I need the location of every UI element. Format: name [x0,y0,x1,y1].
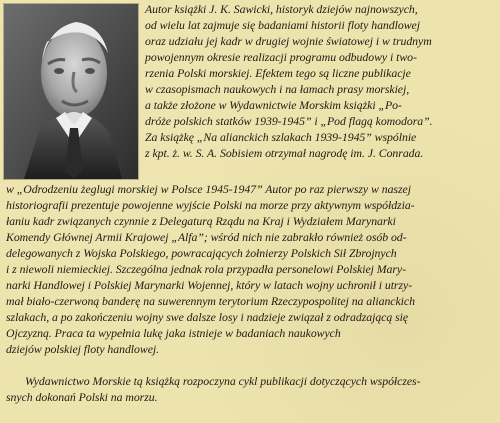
paragraph-line: historiografii prezentuje powojenne wyjście Polski na morze przy aktywnym współdzia- [6,198,415,212]
paragraph-line: snych dokonań Polski na morzu. [6,390,158,404]
paragraph-line: szlakach, a po zakończeniu wojny swe dalsze losy i nadzieje związał z odradzającą się [6,310,409,324]
paragraph-line: od wielu lat zajmuje się badaniami historii floty handlowej [145,18,420,32]
paragraph-line: w czasopismach naukowych i na łamach prasy morskiej, [145,82,410,96]
paragraph-line: powojennym okresie realizacji programu odbudowy i two- [145,50,417,64]
paragraph-line: łaniu kadr związanych czynnie z Delegaturą Rządu na Kraj i Wydziałem Marynarki [6,214,396,228]
paragraph-line: dróże polskich statków 1939-1945” i „Pod flagą komodora”. [145,114,433,128]
paragraph-line: Autor książki J. K. Sawicki, historyk dziejów najnowszych, [145,2,418,16]
paragraph-line: mał biało-czerwoną banderę na suwerennym terytorium Rzeczypospolitej na alianckich [6,294,415,308]
paragraph-line: oraz udziału jej kadr w drugiej wojnie światowej i w trudnym [145,34,432,48]
paragraph-line: Za książkę „Na alianckich szlakach 1939-1945” wspólnie [145,130,417,144]
paragraph-line: Ojczyzną. Praca ta wypełnia lukę jaka istnieje w badaniach naukowych [6,326,341,340]
paragraph-line: Komendy Głównej Armii Krajowej „Alfa”; wśród nich nie zabrakło również osób od- [6,230,407,244]
paragraph-line: w „Odrodzeniu żeglugi morskiej w Polsce 1945-1947” Autor po raz pierwszy w naszej [6,182,411,196]
paragraph-line: i z niewoli niemieckiej. Szczególna jednak rola przypadła personelowi Polskiej Mary- [6,262,406,276]
paragraph-line: Wydawnictwo Morskie tą książką rozpoczyna cykl publikacji dotyczących współczes- [25,374,421,388]
paragraph-line: rzenia Polski morskiej. Efektem tego są liczne publikacje [145,66,411,80]
paragraph-line: delegowanych z Wojska Polskiego, powracających żołnierzy Polskich Sił Zbrojnych [6,246,397,260]
paragraph-line: dziejów polskiej floty handlowej. [6,342,160,356]
paragraph-line: a także złożone w Wydawnictwie Morskim książki „Po- [145,98,402,112]
paragraph-line: z kpt. ż. w. S. A. Sobisiem otrzymał nagrodę im. J. Conrada. [145,146,424,160]
paragraph-line: narki Handlowej i Polskiej Marynarki Wojennej, który w latach wojny uchronił i utrzy- [6,278,413,292]
